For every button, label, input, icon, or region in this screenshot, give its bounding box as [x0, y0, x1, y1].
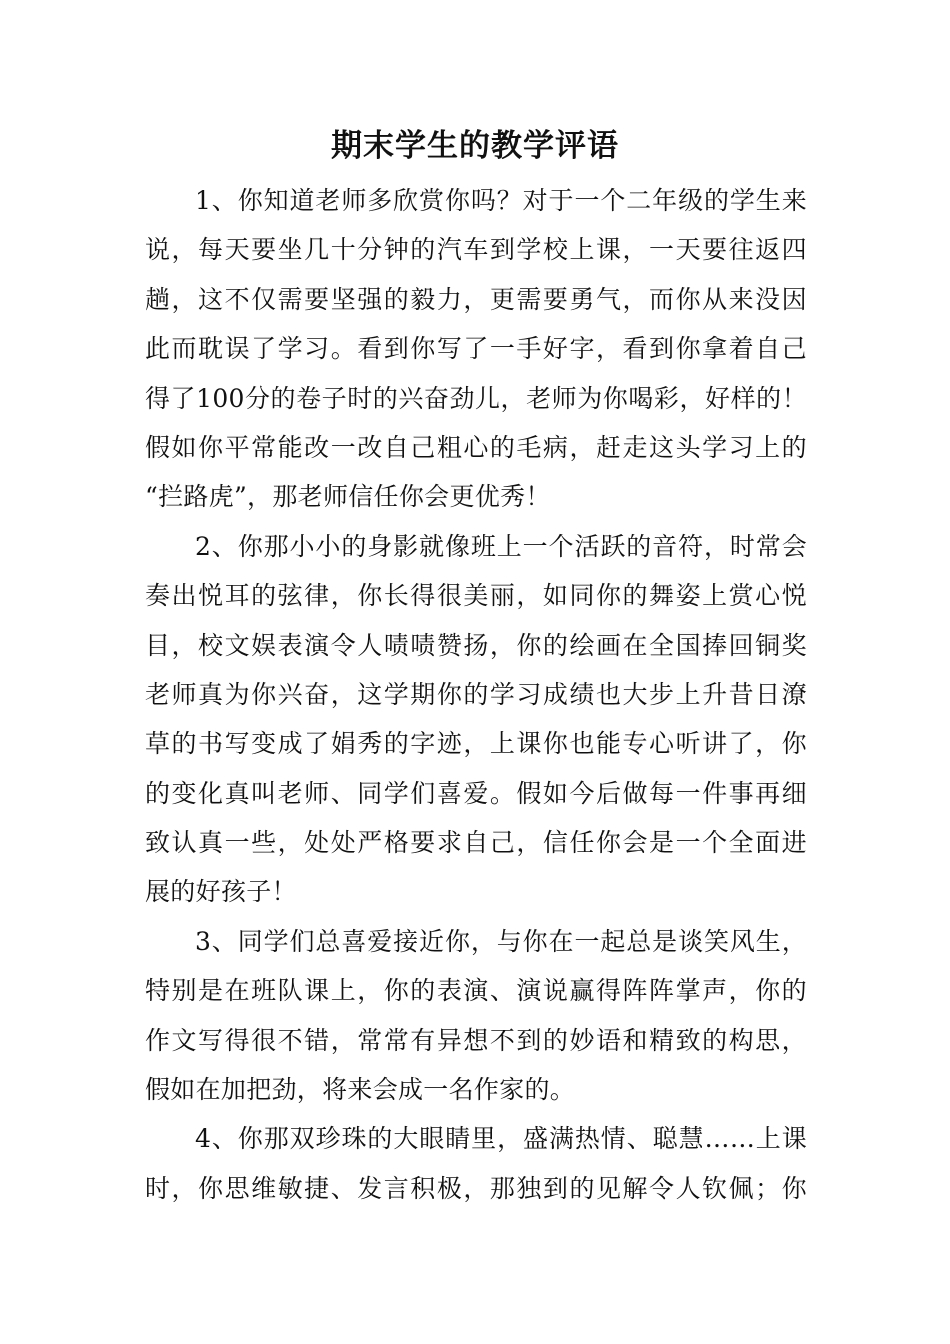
paragraph-2-line-7: 致认真一些，处处严格要求自己，信任你会是一个全面进	[145, 828, 807, 858]
paragraph-3-line-4: 假如在加把劲，将来会成一名作家的。	[145, 1075, 576, 1105]
paragraph-3-line-2: 特别是在班队课上，你的表演、演说赢得阵阵掌声，你的	[145, 976, 807, 1006]
paragraph-4-line-2: 时，你思维敏捷、发言积极，那独到的见解令人钦佩；你	[145, 1173, 807, 1203]
document-title: 期末学生的教学评语	[331, 128, 619, 164]
paragraph-2-line-6: 的变化真叫老师、同学们喜爱。假如今后做每一件事再细	[145, 778, 807, 808]
paragraph-2-line-1: 2、你那小小的身影就像班上一个活跃的音符，时常会	[195, 531, 807, 561]
paragraph-4-line-1: 4、你那双珍珠的大眼睛里，盛满热情、聪慧……上课	[195, 1124, 807, 1154]
paragraph-1-line-4: 此而耽误了学习。看到你写了一手好字，看到你拿着自己	[145, 334, 807, 364]
paragraph-2-line-8: 展的好孩子！	[145, 877, 297, 907]
paragraph-3-line-1: 3、同学们总喜爱接近你，与你在一起总是谈笑风生，	[195, 926, 807, 956]
paragraph-1-line-2: 说，每天要坐几十分钟的汽车到学校上课，一天要往返四	[145, 235, 807, 265]
paragraph-2-line-5: 草的书写变成了娟秀的字迹，上课你也能专心听讲了，你	[145, 729, 807, 759]
paragraph-2-line-2: 奏出悦耳的弦律，你长得很美丽，如同你的舞姿上赏心悦	[145, 581, 807, 611]
paragraph-1-line-5: 得了100分的卷子时的兴奋劲儿，老师为你喝彩，好样的！	[145, 383, 807, 413]
paragraph-1-line-1: 1、你知道老师多欣赏你吗？对于一个二年级的学生来	[195, 186, 807, 215]
paragraph-1-line-7: “拦路虎”，那老师信任你会更优秀！	[145, 482, 551, 512]
document-body	[145, 176, 807, 1213]
paragraph-2-line-4: 老师真为你兴奋，这学期你的学习成绩也大步上升昔日潦	[145, 679, 807, 709]
paragraph-3-line-3: 作文写得很不错，常常有异想不到的妙语和精致的构思，	[145, 1025, 807, 1055]
paragraph-2-line-3: 目，校文娱表演令人啧啧赞扬，你的绘画在全国捧回铜奖	[145, 630, 807, 660]
paragraph-1-line-3: 趟，这不仅需要坚强的毅力，更需要勇气，而你从来没因	[145, 284, 807, 314]
paragraph-1-line-6: 假如你平常能改一改自己粗心的毛病，赶走这头学习上的	[145, 432, 807, 462]
